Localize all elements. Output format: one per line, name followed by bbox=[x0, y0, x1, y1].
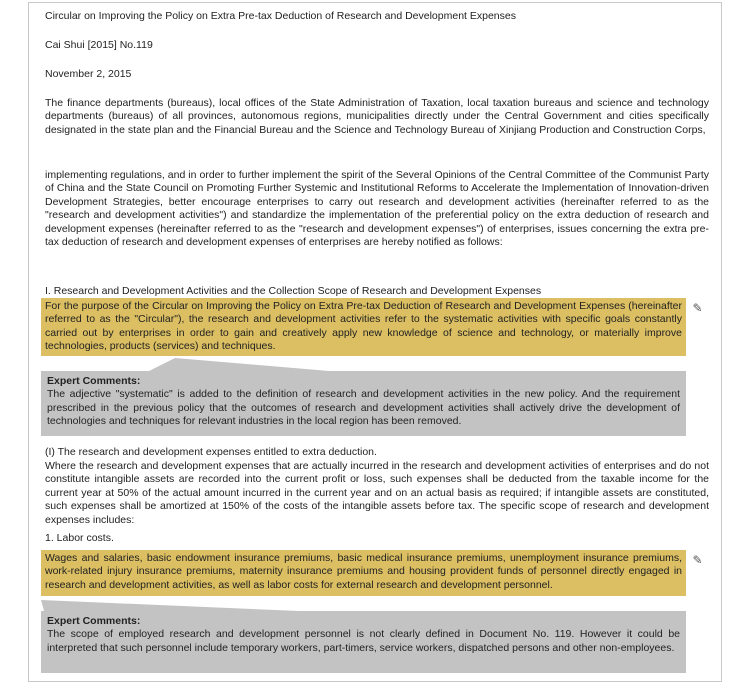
comment-title: Expert Comments: bbox=[47, 615, 141, 627]
expert-comment-box bbox=[41, 611, 686, 673]
document-number: Cai Shui [2015] No.119 bbox=[45, 39, 153, 51]
pencil-icon[interactable]: ✎ bbox=[692, 301, 703, 315]
section-heading: I. Research and Development Activities and the Collection Scope of Research and Development Expenses bbox=[45, 285, 542, 297]
document-page bbox=[28, 2, 722, 682]
pencil-icon[interactable]: ✎ bbox=[692, 553, 703, 567]
list-item: 1. Labor costs. bbox=[45, 532, 114, 544]
intro-paragraph: The finance departments (bureaus), local offices of the State Administration of Taxation, local taxation bureaus and science and technology departments (bureaus) of all provinces, autonomous regions, municipalities directly under the Central Government and cities specifically designated in the state plan and the Financial Bureau and the Science and Technology Bureau of Xinjiang Production and Construction Corps, bbox=[45, 97, 709, 136]
expert-comment-box bbox=[41, 371, 686, 436]
document-title: Circular on Improving the Policy on Extra Pre-tax Deduction of Research and Development Expenses bbox=[45, 10, 516, 22]
comment-text: The scope of employed research and development personnel is not clearly defined in Document No. 119. However it could be interpreted that such personnel include temporary workers, part-timers, service workers, dispatched persons and other non-employees. bbox=[47, 628, 680, 654]
comment-title: Expert Comments: bbox=[47, 375, 141, 387]
highlighted-passage[interactable]: For the purpose of the Circular on Improving the Policy on Extra Pre-tax Deduction of Research and Development Expenses (hereinafter referred to as the "Circular"), the research and development activities refer to the systematic activities with specific goals constantly carried out by enterprises in order to gain and creatively apply new knowledge of science and technology, or materially improve technologies, products (services) and techniques. bbox=[41, 298, 686, 356]
comment-text: The adjective "systematic" is added to the definition of research and development activities in the new policy. And the requirement prescribed in the previous policy that the outcomes of research and development activities shall actively drive the development of technologies and techniques for relevant industries in the local region has been removed. bbox=[47, 388, 680, 428]
body-paragraph: Where the research and development expenses that are actually incurred in the research and development activities of enterprises and do not constitute intangible assets are recorded into the current profit or loss, such expenses shall be deducted from the taxable income for the current year at 50% of the actual amount incurred in the current year and on an actual basis as required; if intangible assets are constituted, such expenses shall be amortized at 150% of the costs of the intangible assets before tax. The specific scope of research and development expenses includes: bbox=[45, 460, 709, 526]
body-paragraph: implementing regulations, and in order to further implement the spirit of the Several Opinions of the Central Committee of the Communist Party of China and the State Council on Promoting Further Systemic and Institutional Reforms to Accelerate the Implementation of Innovation-driven Development Strategies, better encourage enterprises to carry out research and development activities (hereinafter referred to as the "research and development activities") and standardize the implementation of the preferential policy on the extra deduction of research and development expenses (hereinafter referred to as the "research and development expenses") of enterprises, issues concerning the extra pre-tax deduction of research and development expenses of enterprises are hereby notified as follows: bbox=[45, 169, 709, 249]
highlighted-passage[interactable]: Wages and salaries, basic endowment insurance premiums, basic medical insurance premiums, unemployment insurance premiums, work-related injury insurance premiums, maternity insurance premiums and housing provident funds of personnel directly engaged in research and development activities, as well as labor costs for external research and development personnel. bbox=[41, 550, 686, 596]
document-date: November 2, 2015 bbox=[45, 68, 132, 80]
sub-heading: (I) The research and development expenses entitled to extra deduction. bbox=[45, 446, 377, 458]
